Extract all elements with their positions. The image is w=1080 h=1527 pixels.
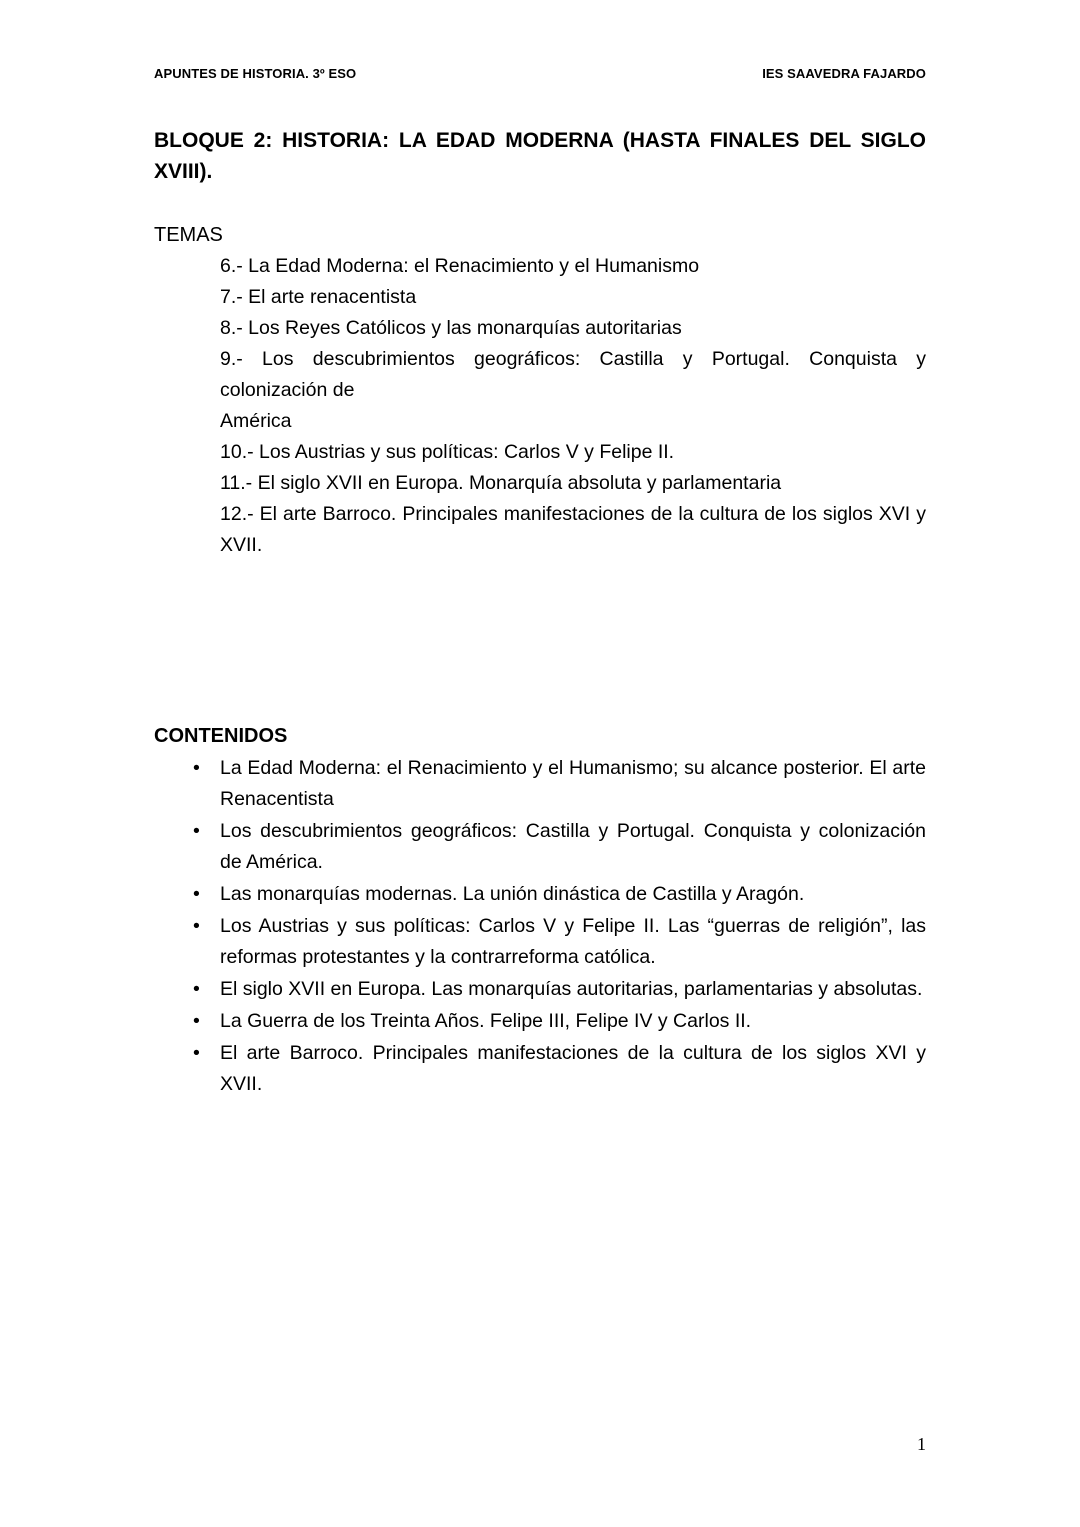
contenidos-section [154, 721, 926, 1100]
contenidos-heading: CONTENIDOS [154, 725, 288, 747]
contenido-item [193, 879, 926, 910]
tema-item: 9.- Los descubrimientos geográficos: Castilla y Portugal. Conquista y colonización de [220, 348, 926, 401]
bullet-icon: • [193, 757, 200, 779]
tema-item: 12.- El arte Barroco. Principales manifestaciones de la cultura de los siglos XVI y XVII. [220, 503, 926, 556]
tema-item: 6.- La Edad Moderna: el Renacimiento y el Humanismo [220, 255, 700, 277]
bullet-icon: • [193, 883, 200, 905]
document-title: BLOQUE 2: HISTORIA: LA EDAD MODERNA (HASTA FINALES DEL SIGLO XVIII). [154, 129, 926, 183]
page-header [154, 66, 926, 81]
contenido-text: Las monarquías modernas. La unión dinástica de Castilla y Aragón. [220, 883, 805, 905]
bullet-icon: • [193, 978, 200, 1000]
tema-item: 7.- El arte renacentista [220, 286, 417, 308]
tema-item: 10.- Los Austrias y sus políticas: Carlos V y Felipe II. [220, 441, 675, 463]
contenido-item [193, 753, 926, 815]
contenido-item [193, 1038, 926, 1100]
contenido-text: La Guerra de los Treinta Años. Felipe III, Felipe IV y Carlos II. [220, 1010, 752, 1032]
bullet-icon: • [193, 820, 200, 842]
contenido-item [193, 974, 926, 1005]
contenido-item [193, 816, 926, 878]
bullet-icon: • [193, 1010, 200, 1032]
contenido-text: El siglo XVII en Europa. Las monarquías autoritarias, parlamentarias y absolutas. [220, 978, 923, 1000]
temas-heading: TEMAS [154, 224, 223, 246]
temas-section [154, 220, 926, 561]
contenido-text: Los Austrias y sus políticas: Carlos V y Felipe II. Las “guerras de religión”, las reformas protestantes y la contrarreforma católica. [220, 915, 926, 968]
contenido-text: Los descubrimientos geográficos: Castilla y Portugal. Conquista y colonización de América. [220, 820, 926, 873]
tema-item: 11.- El siglo XVII en Europa. Monarquía absoluta y parlamentaria [220, 472, 782, 494]
header-right-text: IES SAAVEDRA FAJARDO [762, 66, 926, 81]
bullet-icon: • [193, 915, 200, 937]
page-number: 1 [917, 1434, 926, 1454]
tema-item: América [220, 410, 292, 432]
contenido-item [193, 1006, 926, 1037]
temas-list [220, 251, 926, 561]
header-left-text: APUNTES DE HISTORIA. 3º ESO [154, 66, 357, 81]
contenidos-list [193, 753, 926, 1100]
bullet-icon: • [193, 1042, 200, 1064]
tema-item: 8.- Los Reyes Católicos y las monarquías autoritarias [220, 317, 682, 339]
contenido-item [193, 911, 926, 973]
contenido-text: La Edad Moderna: el Renacimiento y el Humanismo; su alcance posterior. El arte Renacentista [220, 757, 926, 810]
contenido-text: El arte Barroco. Principales manifestaciones de la cultura de los siglos XVI y XVII. [220, 1042, 926, 1095]
